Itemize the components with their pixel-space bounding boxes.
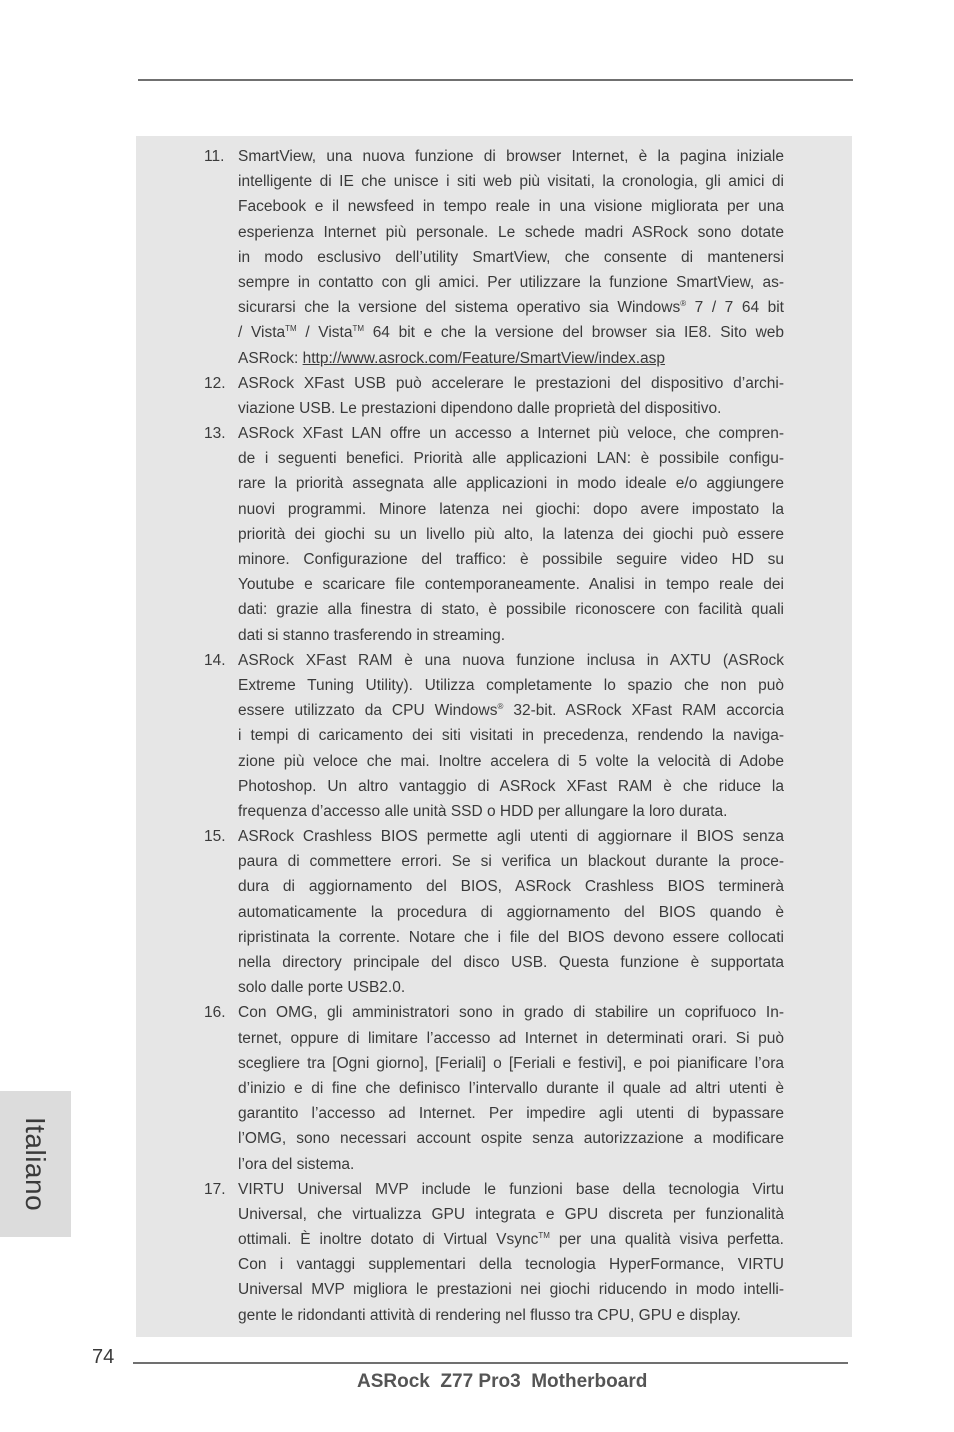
feature-text-line: i tempi di caricamento dei siti visitati in precedenza, rendendo la naviga- [238, 727, 784, 745]
text-segment: / Vista [238, 324, 286, 342]
feature-text-line: minore. Configurazione del traffico: è possibile seguire video HD su [238, 551, 784, 568]
text-segment: 64 bit e che la versione del browser sia IE8. Sito web [364, 324, 784, 342]
feature-list [136, 144, 852, 1328]
feature-text-line: Universal, che virtualizza GPU integrata e GPU discreta per funzionalità [238, 1205, 784, 1223]
text-segment: sicurarsi che la versione del sistema operativo sia Windows [238, 299, 681, 317]
feature-text-line: nella directory principale del disco USB. Questa funzione è supportata [238, 954, 784, 971]
feature-text-line: solo dalle porte USB2.0. [238, 979, 406, 997]
feature-text-line: Youtube e scaricare file contemporaneamente. Analisi in tempo reale dei [238, 576, 784, 594]
language-side-tab [0, 1091, 71, 1237]
feature-text-line: nuovi programmi. Minore latenza nei giochi: dopo avere impostato la [238, 500, 784, 518]
feature-text-line: paura di commettere errori. Se si verifica un blackout durante la proce- [238, 853, 784, 871]
feature-number: 13. [204, 425, 226, 443]
feature-number: 11. [204, 148, 225, 165]
header-rule [138, 79, 853, 81]
feature-text-line: ripristinata la corrente. Notare che i file del BIOS devono essere collocati [238, 928, 784, 946]
feature-text-line: ASRock XFast RAM è una nuova funzione inclusa in AXTU (ASRock [238, 651, 784, 669]
feature-text-line: dati: grazie alla finestra di stato, è possibile riconoscere con facilità quali [238, 601, 784, 619]
feature-text-line: dura di aggiornamento del BIOS, ASRock Crashless BIOS terminerà [238, 878, 784, 896]
trademark-mark: TM [285, 324, 297, 334]
feature-text-line: ASRock XFast USB può accelerare le prestazioni del dispositivo d’archi- [238, 374, 784, 392]
feature-item [136, 824, 852, 1000]
feature-text-line [238, 295, 784, 320]
feature-text-line: in modo esclusivo dell’utility SmartView, che consente di mantenersi [238, 248, 784, 266]
text-segment: 32-bit. ASRock XFast RAM accorcia [503, 702, 785, 720]
feature-item [136, 421, 852, 648]
feature-item [136, 1177, 852, 1328]
feature-text-line: zione più veloce che mai. Inoltre accelera di 5 volte la velocità di Adobe [238, 752, 784, 770]
page-number: 74 [92, 1346, 115, 1368]
feature-text-line: Facebook e il newsfeed in tempo reale in una visione migliorata per una [238, 198, 784, 216]
language-tab-label: Italiano [20, 1116, 51, 1212]
feature-text-line: ASRock XFast LAN offre un accesso a Internet più veloce, che compren- [238, 425, 784, 443]
feature-text-line: VIRTU Universal MVP include le funzioni base della tecnologia Virtu [238, 1180, 784, 1198]
feature-number: 17. [204, 1180, 226, 1198]
registered-mark: ® [497, 701, 504, 711]
feature-text-line: scegliere tra [Ogni giorno], [Feriali] o [Feriali e festivi], e poi pianificare l’ora [238, 1054, 784, 1072]
text-segment: / Vista [296, 324, 353, 342]
feature-text-line: gente le ridondanti attività di rendering nel flusso tra CPU, GPU e display. [238, 1306, 741, 1324]
feature-text-line: frequenza d’accesso alle unità SSD o HDD per allungare la loro durata. [238, 802, 728, 820]
feature-text-line: Con i vantaggi supplementari della tecnologia HyperFormance, VIRTU [238, 1256, 784, 1274]
feature-text-line: ternet, oppure di limitare l’accesso ad Internet in determinati orari. Si può [238, 1029, 784, 1047]
footer-rule [133, 1362, 848, 1364]
feature-text-line: priorità dei giochi su un livello più alto, la latenza dei giochi può essere [238, 525, 784, 543]
feature-text-line: ASRock Crashless BIOS permette agli utenti di aggiornare il BIOS senza [238, 828, 784, 846]
feature-text-line: dati si stanno trasferendo in streaming. [238, 626, 506, 644]
feature-text-line: garantito l’accesso ad Internet. Per impedire agli utenti di bypassare [238, 1105, 784, 1123]
feature-text-line: d’inizio e di fine che definisco l’intervallo durante il quale ad altri utenti è [238, 1079, 784, 1097]
feature-text-line: Universal MVP migliora le prestazioni nei giochi riducendo in modo intelli- [238, 1281, 784, 1299]
feature-text-line: esperienza Internet più personale. Le schede madri ASRock sono dotate [238, 223, 784, 241]
feature-text-line: de i seguenti benefici. Priorità alle applicazioni LAN: è possibile configu- [238, 450, 784, 468]
feature-number: 15. [204, 828, 226, 846]
trademark-mark: TM [352, 324, 365, 334]
feature-text-line: SmartView, una nuova funzione di browser Internet, è la pagina iniziale [238, 148, 784, 165]
feature-text-line: viazione USB. Le prestazioni dipendono dalle proprietà del dispositivo. [238, 399, 722, 417]
text-segment: 7 / 7 64 bit [686, 299, 784, 317]
feature-text-line [238, 1227, 784, 1252]
feature-text-line: Con OMG, gli amministratori sono in grado di stabilire un coprifuoco In- [238, 1004, 784, 1022]
feature-text-line: Photoshop. Un altro vantaggio di ASRock XFast RAM è che riduce la [238, 777, 784, 795]
text-segment: ASRock: [238, 349, 303, 367]
feature-text-line: automaticamente la procedura di aggiornamento del BIOS quando è [238, 903, 784, 921]
text-segment: ottimali. È inoltre dotato di Virtual Vsync [238, 1231, 539, 1249]
feature-number: 16. [204, 1004, 226, 1022]
feature-number: 12. [204, 374, 226, 392]
content-panel [136, 136, 852, 1337]
feature-text-line [238, 320, 784, 345]
feature-text-line [238, 698, 784, 723]
feature-text-line [238, 346, 784, 371]
feature-text-line: Extreme Tuning Utility). Utilizza completamente lo spazio che non può [238, 676, 784, 694]
feature-text-line: l’OMG, sono necessari account ospite senza autorizzazione a modificare [238, 1130, 784, 1148]
feature-item [136, 648, 852, 824]
feature-text-line: sempre in contatto con gli amici. Per utilizzare la funzione SmartView, as- [238, 273, 784, 291]
feature-item [136, 144, 852, 371]
feature-item [136, 371, 852, 421]
registered-mark: ® [680, 298, 687, 308]
feature-item [136, 1000, 852, 1176]
feature-text-line: intelligente di IE che unisce i siti web più visitati, la cronologia, gli amici di [238, 173, 784, 191]
footer-title: ASRock Z77 Pro3 Motherboard [357, 1371, 648, 1392]
text-segment: essere utilizzato da CPU Windows [238, 702, 498, 720]
feature-number: 14. [204, 651, 226, 669]
text-segment: per una qualità visiva perfetta. [549, 1231, 784, 1249]
trademark-mark: TM [538, 1230, 550, 1240]
feature-text-line: l’ora del sistema. [238, 1155, 355, 1173]
smartview-link[interactable]: http://www.asrock.com/Feature/SmartView/index.asp [302, 349, 665, 367]
feature-text-line: rare la priorità assegnata alle applicazioni in modo ideale e/o aggiungere [238, 475, 784, 493]
